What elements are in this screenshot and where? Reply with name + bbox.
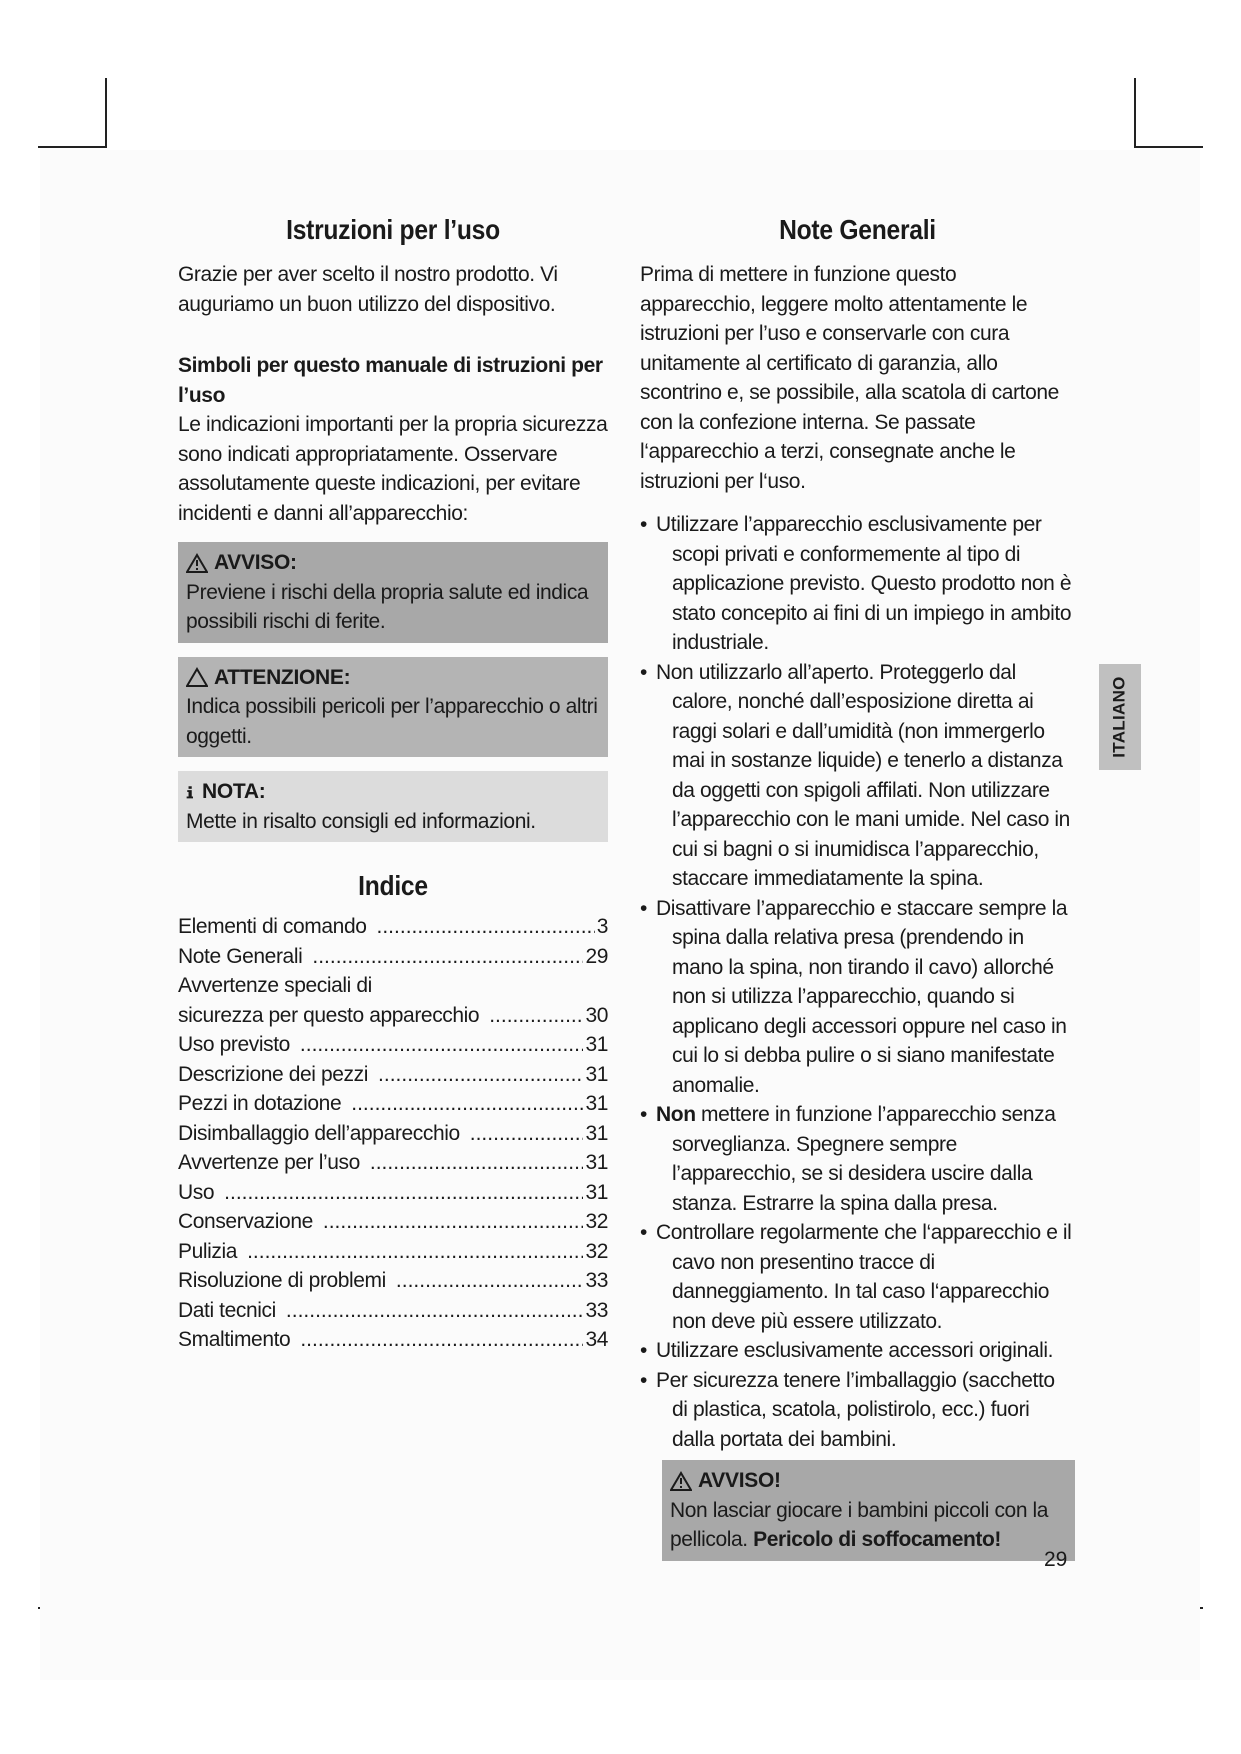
section-title-note-generali: Note Generali [779, 214, 936, 245]
warning-triangle-icon [670, 1471, 692, 1491]
attenzione-text: Indica possibili pericoli per l’apparecchio o altri oggetti. [186, 695, 598, 748]
crop-mark [1134, 78, 1136, 148]
general-intro: Prima di mettere in funzione questo apparecchio, leggere molto attentamente le istruzioni per l’uso e conservarle con cura unitamente al certificato di garanzia, allo scontrino e, se possibile, alla scatola di cartone con la confezione interna. Se passate l‘apparecchio a terzi, consegnate anche le istruzioni per l‘uso. [640, 263, 1059, 493]
list-item: • Disattivare l’apparecchio e staccare sempre la spina dalla relativa presa (prendendo in mano la spina, non tirando il cavo) allorché non si utilizza l’apparecchio, quando si applicano degli accessori oppure nel caso in cui lo si debba pulire o si siano manifestate anomalie. [640, 894, 1075, 1101]
toc-row[interactable]: Uso previsto ..... 31 [178, 1030, 608, 1060]
nota-title: NOTA: [202, 780, 266, 803]
caution-triangle-icon [186, 667, 208, 687]
attenzione-title-row [186, 663, 600, 693]
toc-row[interactable]: sicurezza per questo apparecchio ..... 30 [178, 1001, 608, 1031]
symbols-text: Le indicazioni importanti per la propria sicurezza sono indicati appropriatamente. Osservare assolutamente queste indicazioni, per evitare incidenti e danni all’apparecchio: [178, 413, 608, 525]
section-title-istruzioni: Istruzioni per l’uso [286, 214, 500, 245]
toc-row[interactable]: Disimballaggio dell’apparecchio ..... 31 [178, 1119, 608, 1149]
intro-text: Grazie per aver scelto il nostro prodotto. Vi auguriamo un buon utilizzo del dispositivo. [178, 263, 558, 316]
warning-triangle-icon [186, 553, 208, 573]
toc-row[interactable]: Elementi di comando ..... 3 [178, 912, 608, 942]
toc-row[interactable]: Pulizia ..... 32 [178, 1237, 608, 1267]
attenzione-box [178, 657, 608, 758]
symbols-heading: Simboli per questo manuale di istruzioni per l’uso [178, 354, 603, 407]
avviso-title-row [186, 548, 600, 578]
nota-box [178, 771, 608, 842]
crop-mark [38, 146, 107, 148]
page-number: 29 [1044, 1548, 1068, 1571]
list-item: • Utilizzare l’apparecchio esclusivamente per scopi privati e conformemente al tipo di applicazione previsto. Questo prodotto non è stato concepito ai fini di un impiego in ambito industriale. [640, 510, 1075, 658]
avviso-box [178, 542, 608, 643]
language-tab-label: ITALIANO [1110, 676, 1130, 758]
avviso-text: Previene i rischi della propria salute ed indica possibili rischi di ferite. [186, 580, 589, 633]
left-column [178, 214, 608, 1355]
attenzione-title: ATTENZIONE: [214, 665, 351, 689]
list-item-bold: Non [656, 1103, 696, 1126]
list-item: • Non utilizzarlo all’aperto. Proteggerlo dal calore, nonché dall’esposizione diretta ai raggi solari e dall’umidità (non immergerlo mai in sostanze liquide) e tenerlo a distanza da oggetti con spigoli affilati. Non utilizzare l’apparecchio con le mani umide. Nel caso in cui si bagni o si inumidisca l’apparecchio, staccare immediatamente la spina. [640, 658, 1075, 894]
safety-list [640, 510, 1075, 1454]
avviso-box-right [662, 1460, 1075, 1561]
avviso-title-row-right [670, 1466, 1067, 1496]
avviso-text-right: Non lasciar giocare i bambini piccoli con la pellicola. Pericolo di soffocamento! [670, 1498, 1049, 1551]
avviso-bold: Pericolo di soffocamento! [753, 1528, 1002, 1551]
toc-row[interactable]: Avvertenze per l’uso ..... 31 [178, 1148, 608, 1178]
toc-row[interactable]: Risoluzione di problemi ..... 33 [178, 1266, 608, 1296]
list-item [640, 1100, 1075, 1218]
right-column [640, 214, 1075, 1561]
nota-title-row [186, 777, 600, 807]
language-tab [1099, 664, 1141, 770]
toc-row[interactable]: Uso ..... 31 [178, 1178, 608, 1208]
toc-row[interactable]: Descrizione dei pezzi ..... 31 [178, 1060, 608, 1090]
crop-mark [105, 78, 107, 148]
avviso-title-right: AVVISO! [698, 1469, 781, 1492]
list-item: • Controllare regolarmente che l‘apparecchio e il cavo non presentino tracce di danneggiamento. In tal caso l‘apparecchio non deve più essere utilizzato. [640, 1218, 1075, 1336]
list-item-rest: mettere in funzione l’apparecchio senza sorveglianza. Spegnere sempre l’apparecchio, se si desidera uscire dalla stanza. Estrarre la spina dalla presa. [672, 1103, 1056, 1215]
table-of-contents [178, 912, 608, 1355]
list-item: • Per sicurezza tenere l’imballaggio (sacchetto di plastica, scatola, polistirolo, ecc.) fuori dalla portata dei bambini. [640, 1366, 1075, 1455]
list-item: • Utilizzare esclusivamente accessori originali. [640, 1336, 1075, 1366]
toc-row[interactable]: Pezzi in dotazione ..... 31 [178, 1089, 608, 1119]
toc-row-prefix: Avvertenze speciali di [178, 974, 372, 997]
index-title: Indice [358, 870, 428, 901]
toc-row[interactable]: Smaltimento ..... 34 [178, 1325, 608, 1355]
nota-text: Mette in risalto consigli ed informazioni. [186, 809, 536, 833]
toc-row[interactable]: Conservazione ..... 32 [178, 1207, 608, 1237]
crop-mark [1134, 146, 1203, 148]
toc-row[interactable]: Dati tecnici ..... 33 [178, 1296, 608, 1326]
info-icon [186, 782, 200, 802]
toc-row[interactable]: Note Generali ..... 29 [178, 942, 608, 972]
avviso-title: AVVISO: [214, 551, 297, 574]
